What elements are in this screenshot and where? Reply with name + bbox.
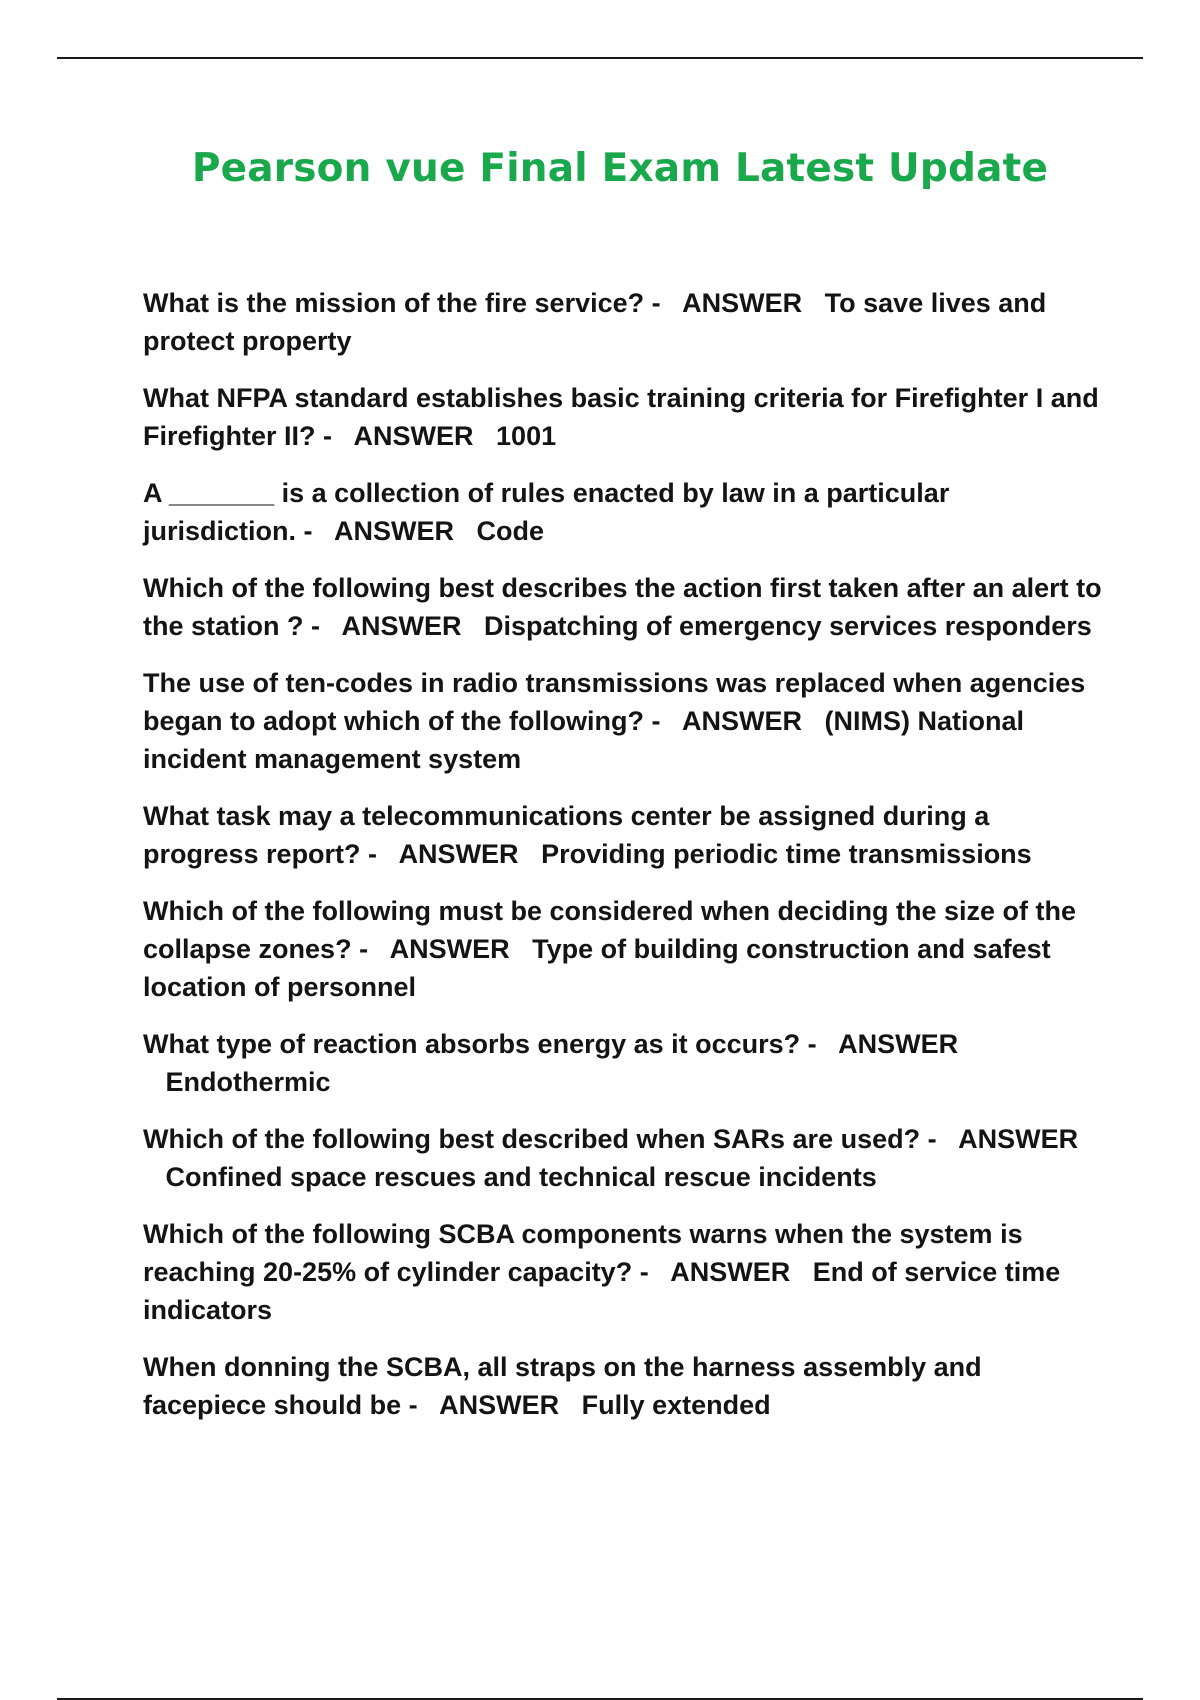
answer-label: ANSWER xyxy=(389,934,510,964)
qa-list xyxy=(143,284,1103,1443)
answer-label: ANSWER xyxy=(334,516,455,546)
qa-item xyxy=(143,797,1103,873)
answer-text: Providing periodic time transmissions xyxy=(541,839,1032,869)
question-text: What task may a telecommunications center be assigned during a progress report? - xyxy=(143,801,990,869)
answer-text: Type of building construction and safest location of personnel xyxy=(143,934,1051,1002)
question-text: The use of ten-codes in radio transmissions was replaced when agencies began to adopt which of the following? - xyxy=(143,668,1086,736)
answer-text: Dispatching of emergency services responders xyxy=(484,611,1092,641)
qa-item xyxy=(143,664,1103,778)
document-title: Pearson vue Final Exam Latest Update xyxy=(191,146,1049,191)
qa-item xyxy=(143,1025,1103,1101)
answer-label: ANSWER xyxy=(341,611,462,641)
qa-item xyxy=(143,1120,1103,1196)
qa-item xyxy=(143,892,1103,1006)
top-rule xyxy=(57,57,1143,59)
qa-item xyxy=(143,1348,1103,1424)
question-text: Which of the following best described when SARs are used? - xyxy=(143,1124,937,1154)
answer-label: ANSWER xyxy=(439,1390,560,1420)
answer-text: Fully extended xyxy=(581,1390,771,1420)
answer-text: 1001 xyxy=(496,421,557,451)
answer-label: ANSWER xyxy=(838,1029,959,1059)
answer-label: ANSWER xyxy=(670,1257,791,1287)
question-text: Which of the following best describes the action first taken after an alert to the station ? - xyxy=(143,573,1102,641)
answer-text: Endothermic xyxy=(165,1067,331,1097)
question-text: A _______ is a collection of rules enacted by law in a particular jurisdiction. - xyxy=(143,478,950,546)
qa-item xyxy=(143,474,1103,550)
answer-text: Confined space rescues and technical rescue incidents xyxy=(165,1162,877,1192)
answer-text: End of service time indicators xyxy=(143,1257,1061,1325)
question-text: Which of the following SCBA components warns when the system is reaching 20-25% of cylinder capacity? - xyxy=(143,1219,1023,1287)
qa-item xyxy=(143,569,1103,645)
answer-label: ANSWER xyxy=(353,421,474,451)
qa-item xyxy=(143,284,1103,360)
question-text: What is the mission of the fire service? - xyxy=(143,288,661,318)
answer-text: To save lives and protect property xyxy=(143,288,1047,356)
answer-text: Code xyxy=(476,516,545,546)
question-text: Which of the following must be considered when deciding the size of the collapse zones? - xyxy=(143,896,1077,964)
qa-item xyxy=(143,1215,1103,1329)
answer-label: ANSWER xyxy=(398,839,519,869)
answer-text: (NIMS) National incident management system xyxy=(143,706,1024,774)
question-text: What type of reaction absorbs energy as it occurs? - xyxy=(143,1029,817,1059)
question-text: When donning the SCBA, all straps on the harness assembly and facepiece should be - xyxy=(143,1352,982,1420)
answer-label: ANSWER xyxy=(682,288,803,318)
qa-item xyxy=(143,379,1103,455)
question-text: What NFPA standard establishes basic training criteria for Firefighter I and Firefighter II? - xyxy=(143,383,1099,451)
answer-label: ANSWER xyxy=(681,706,802,736)
answer-label: ANSWER xyxy=(958,1124,1079,1154)
